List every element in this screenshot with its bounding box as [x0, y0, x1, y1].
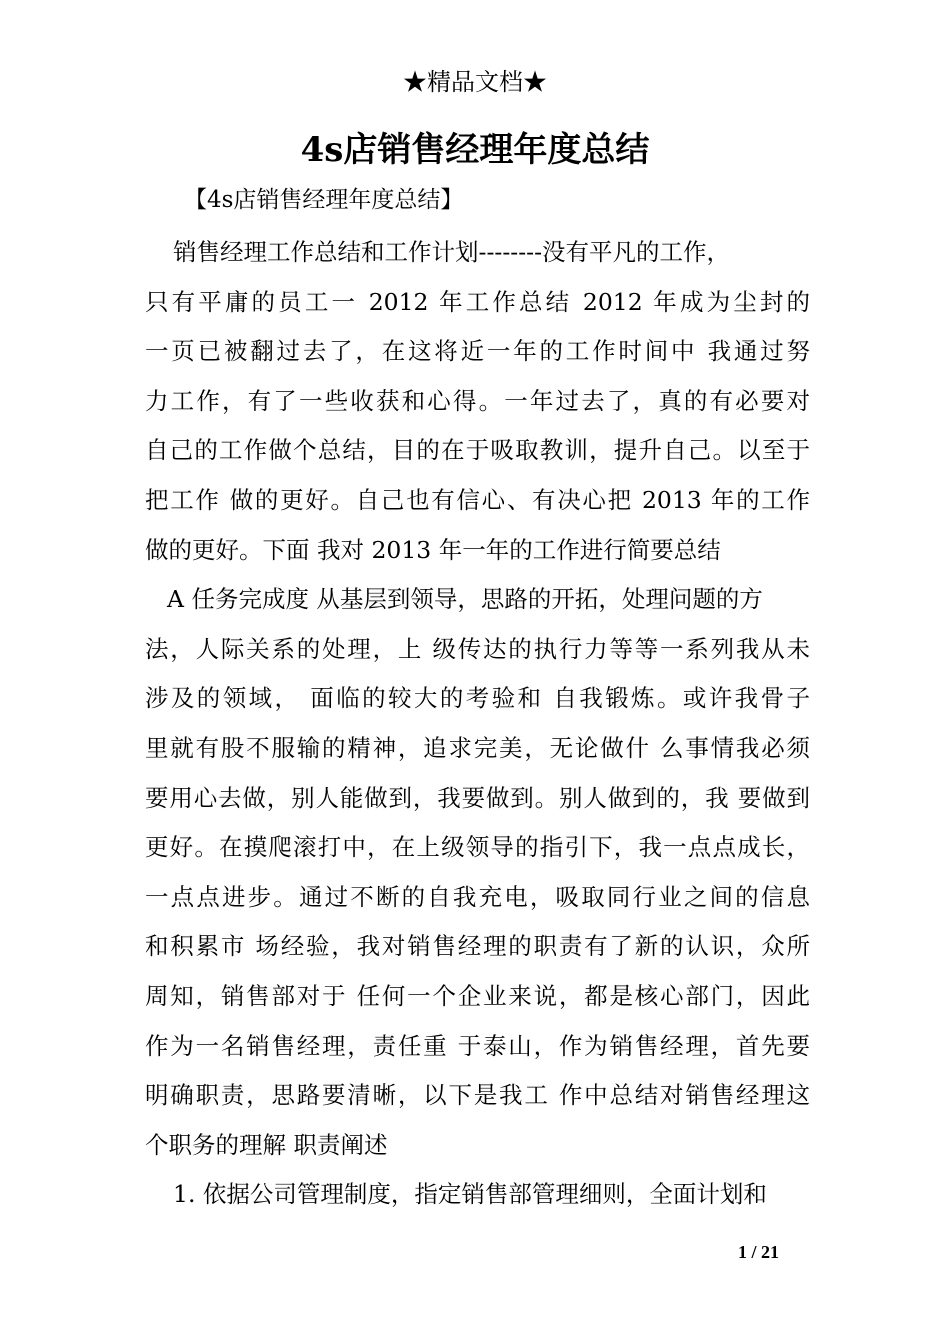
paragraph-line: 要用心去做，别人能做到，我要做到。别人做到的，我 要做到 — [145, 783, 810, 812]
paragraph-line: 和积累市 场经验，我对销售经理的职责有了新的认识，众所 — [145, 932, 810, 961]
paragraph-line: 法，人际关系的处理，上 级传达的执行力等等一系列我从未 — [145, 634, 810, 663]
document-subtitle: 【4s店销售经理年度总结】 — [184, 187, 464, 213]
paragraph-line: 力工作，有了一些收获和心得。一年过去了，真的有必要对 — [145, 386, 810, 415]
paragraph-line: 作为一名销售经理，责任重 于泰山，作为销售经理，首先要 — [145, 1031, 810, 1060]
paragraph-line: 自己的工作做个总结，目的在于吸取教训，提升自己。以至于 — [145, 436, 810, 465]
document-header: ★精品文档★ — [403, 68, 547, 96]
paragraph-line: 做的更好。下面 我对 2013 年一年的工作进行简要总结 — [145, 535, 721, 564]
paragraph-line: 里就有股不服输的精神，追求完美，无论做什 么事情我必须 — [145, 733, 810, 762]
paragraph-line: 一点点进步。通过不断的自我充电，吸取同行业之间的信息 — [145, 882, 810, 911]
paragraph-line: 周知，销售部对于 任何一个企业来说，都是核心部门，因此 — [145, 981, 810, 1010]
page-number: 1 / 21 — [738, 1242, 780, 1262]
paragraph-line: 涉及的领域， 面临的较大的考验和 自我锻炼。或许我骨子 — [145, 684, 810, 713]
document-body — [145, 228, 810, 1220]
paragraph-line: 只有平庸的员工一 2012 年工作总结 2012 年成为尘封的 — [145, 287, 810, 316]
list-item-line: 1. 依据公司管理制度，指定销售部管理细则，全面计划和 — [173, 1180, 767, 1209]
document-title: 4s店销售经理年度总结 — [300, 130, 650, 170]
paragraph-line: 更好。在摸爬滚打中，在上级领导的指引下，我一点点成长， — [145, 833, 810, 862]
paragraph-line: 销售经理工作总结和工作计划--------没有平凡的工作， — [173, 238, 731, 266]
paragraph-line: 把工作 做的更好。自己也有信心、有决心把 2013 年的工作 — [145, 485, 810, 514]
paragraph-line: 一页已被翻过去了，在这将近一年的工作时间中 我通过努 — [145, 337, 810, 366]
paragraph-line: 个职务的理解 职责阐述 — [145, 1130, 388, 1159]
paragraph-line: A 任务完成度 从基层到领导，思路的开拓，处理问题的方 — [167, 585, 763, 614]
paragraph-line: 明确职责，思路要清晰，以下是我工 作中总结对销售经理这 — [145, 1081, 810, 1110]
